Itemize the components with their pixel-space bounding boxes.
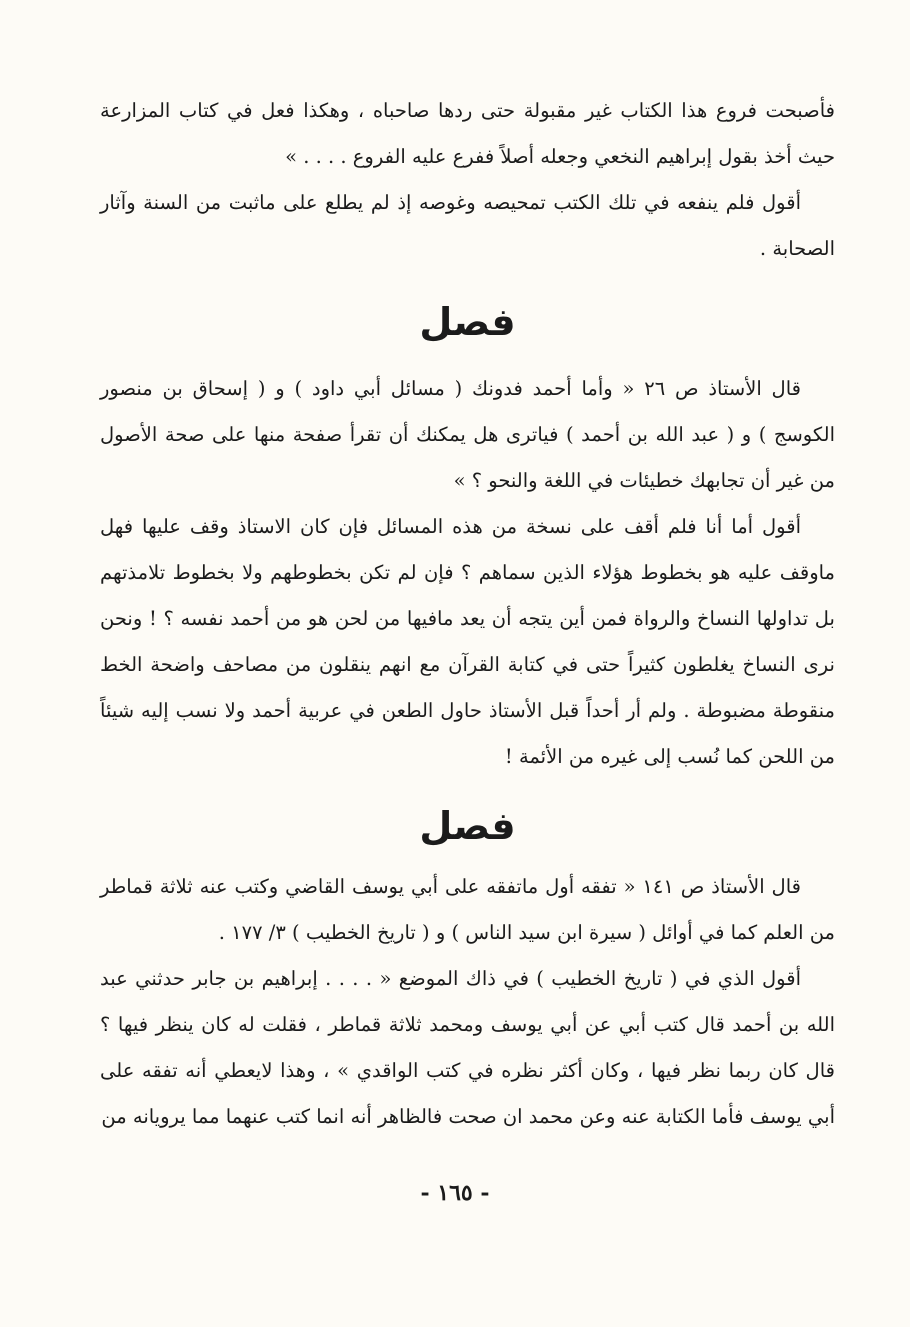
paragraph-5: قال الأستاذ ص ١٤١ « تفقه أول ماتفقه على أبي يوسف القاضي وكتب عنه ثلاثة قماطر من العلم كما في أوائل ( سيرة ابن سيد الناس ) و ( تاريخ الخطيب ) ٣/ ١٧٧ . bbox=[100, 875, 835, 944]
paragraph-4: أقول أما أنا فلم أقف على نسخة من هذه المسائل فإن كان الاستاذ وقف عليها فهل ماوقف عليه هو بخطوط هؤلاء الذين سماهم ؟ فإن لم تكن بخطوطهم ولا بخطوط تلامذتهم بل تداولها النساخ والرواة فمن أين يتجه أن يعد مافيها من لحن هو من أحمد نفسه ؟ ! ونحن نرى النساخ يغلطون كثيراً حتى في كتابة القرآن مع انهم ينقلون من مصاحف واضحة الخط منقوطة مضبوطة . ولم أر أحداً قبل الأستاذ حاول الطعن في عربية أحمد ولا نسب إليه شيئاً من اللحن كما نُسب إلى غيره من الأئمة ! bbox=[100, 515, 835, 768]
paragraph-3: قال الأستاذ ص ٢٦ « وأما أحمد فدونك ( مسائل أبي داود ) و ( إسحاق بن منصور الكوسج ) و ( عبد الله بن أحمد ) فياترى هل يمكنك أن تقرأ صفحة منها على صحة الأصول من غير أن تجابهك خطيئات في اللغة والنحو ؟ » bbox=[100, 377, 835, 492]
section-heading-1: فصل bbox=[419, 300, 516, 344]
book-page bbox=[100, 88, 835, 1238]
paragraph-1: فأصبحت فروع هذا الكتاب غير مقبولة حتى ردها صاحباه ، وهكذا فعل في كتاب المزارعة حيث أخذ بقول إبراهيم النخعي وجعله أصلاً ففرع عليه الفروع . . . . » bbox=[100, 99, 835, 168]
paragraph-6: أقول الذي في ( تاريخ الخطيب ) في ذاك الموضع « . . . . إبراهيم بن جابر حدثني عبد الله بن أحمد قال كتب أبي عن أبي يوسف ومحمد ثلاثة قماطر ، فقلت له كان ينظر فيها ؟ قال كان ربما نظر فيها ، وكان أكثر نظره في كتب الواقدي » ، وهذا لايعطي أنه تفقه على أبي يوسف فأما الكتابة عنه وعن محمد ان صحت فالظاهر أنه انما كتب عنهما مما يرويانه من bbox=[100, 967, 835, 1128]
page-number: - ١٦٥ - bbox=[420, 1180, 490, 1206]
section-heading-2: فصل bbox=[419, 804, 516, 848]
paragraph-2: أقول فلم ينفعه في تلك الكتب تمحيصه وغوصه إذ لم يطلع على ماثبت من السنة وآثار الصحابة . bbox=[100, 191, 835, 260]
